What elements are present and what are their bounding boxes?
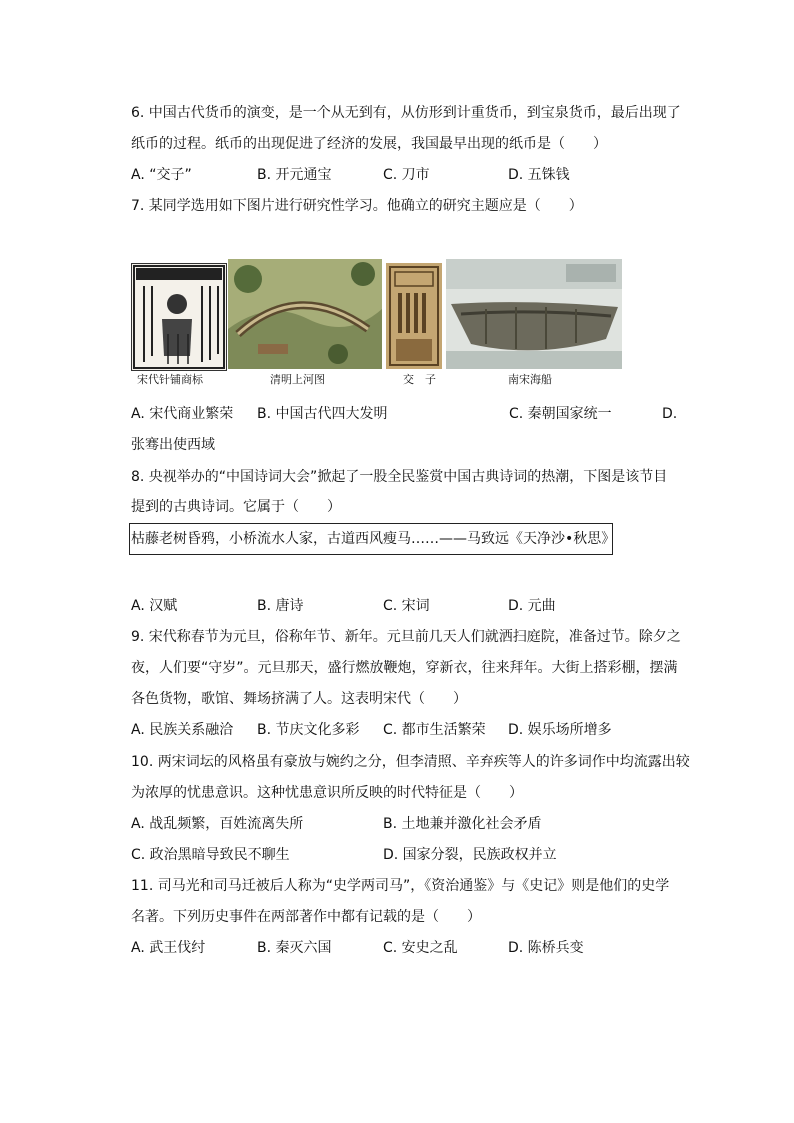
qingming-scroll-image — [228, 259, 382, 369]
q6-line1: 6. 中国古代货币的演变，是一个从无到有，从仿形到计重货币，到宝泉货币，最后出现了 — [131, 105, 681, 121]
q7-option-b: B. 中国古代四大发明 — [257, 406, 388, 422]
q9-option-b: B. 节庆文化多彩 — [257, 722, 360, 738]
q6-line2: 纸币的过程。纸币的出现促进了经济的发展，我国最早出现的纸币是（ ） — [131, 136, 607, 152]
q10-option-c: C. 政治黑暗导致民不聊生 — [131, 847, 290, 863]
q9-option-d: D. 娱乐场所增多 — [508, 722, 612, 738]
q11-line1: 11. 司马光和司马迁被后人称为“史学两司马”，《资治通鉴》与《史记》则是他们的史学 — [131, 878, 670, 894]
q9-option-a: A. 民族关系融洽 — [131, 722, 234, 738]
q11-option-c: C. 安史之乱 — [383, 940, 458, 956]
q8-option-d: D. 元曲 — [508, 598, 556, 614]
q9-line2: 夜，人们要“守岁”。元旦那天，盛行燃放鞭炮，穿新衣，往来拜年。大街上搭彩棚，摆满 — [131, 660, 678, 676]
caption-qingming: 清明上河图 — [270, 373, 325, 386]
q6-option-a: A. “交子” — [131, 167, 192, 183]
q7-line1: 7. 某同学选用如下图片进行研究性学习。他确立的研究主题应是（ ） — [131, 198, 583, 214]
q8-poem-quote-box: 枯藤老树昏鸦，小桥流水人家，古道西风瘦马……——马致远《天净沙•秋思》 — [129, 523, 613, 555]
q7-option-a: A. 宋代商业繁荣 — [131, 406, 234, 422]
q11-line2: 名著。下列历史事件在两部著作中都有记载的是（ ） — [131, 909, 481, 925]
q9-option-c: C. 都市生活繁荣 — [383, 722, 486, 738]
q11-option-a: A. 武王伐纣 — [131, 940, 206, 956]
q8-option-a: A. 汉赋 — [131, 598, 178, 614]
q10-option-b: B. 土地兼并激化社会矛盾 — [383, 816, 542, 832]
q8-option-c: C. 宋词 — [383, 598, 430, 614]
q8-line2: 提到的古典诗词。它属于（ ） — [131, 499, 341, 515]
q10-option-d: D. 国家分裂，民族政权并立 — [383, 847, 557, 863]
southern-song-ship-image — [446, 259, 622, 369]
caption-shop-label: 宋代针铺商标 — [137, 373, 203, 386]
q8-option-b: B. 唐诗 — [257, 598, 304, 614]
q10-line1: 10. 两宋词坛的风格虽有豪放与婉约之分，但李清照、辛弃疾等人的许多词作中均流露出较 — [131, 754, 690, 770]
q7-option-d: D. — [662, 406, 678, 422]
song-needle-shop-label-image — [131, 263, 227, 371]
caption-ship: 南宋海船 — [508, 373, 552, 386]
q10-option-a: A. 战乱频繁，百姓流离失所 — [131, 816, 304, 832]
q9-line1: 9. 宋代称春节为元旦，俗称年节、新年。元旦前几天人们就洒扫庭院，准备过节。除夕之 — [131, 629, 681, 645]
q11-option-d: D. 陈桥兵变 — [508, 940, 584, 956]
jiaozi-banknote-image — [386, 263, 442, 369]
q6-option-c: C. 刀市 — [383, 167, 430, 183]
q7-option-d-text: 张骞出使西域 — [131, 437, 215, 453]
q8-line1: 8. 央视举办的“中国诗词大会”掀起了一股全民鉴赏中国古典诗词的热潮，下图是该节目 — [131, 469, 668, 485]
q6-option-b: B. 开元通宝 — [257, 167, 332, 183]
q11-option-b: B. 秦灭六国 — [257, 940, 332, 956]
q7-option-c: C. 秦朝国家统一 — [509, 406, 612, 422]
q9-line3: 各色货物，歌馆、舞场挤满了人。这表明宋代（ ） — [131, 691, 467, 707]
caption-jiaozi: 交 子 — [403, 373, 436, 386]
q6-option-d: D. 五铢钱 — [508, 167, 570, 183]
q10-line2: 为浓厚的忧患意识。这种忧患意识所反映的时代特征是（ ） — [131, 785, 523, 801]
